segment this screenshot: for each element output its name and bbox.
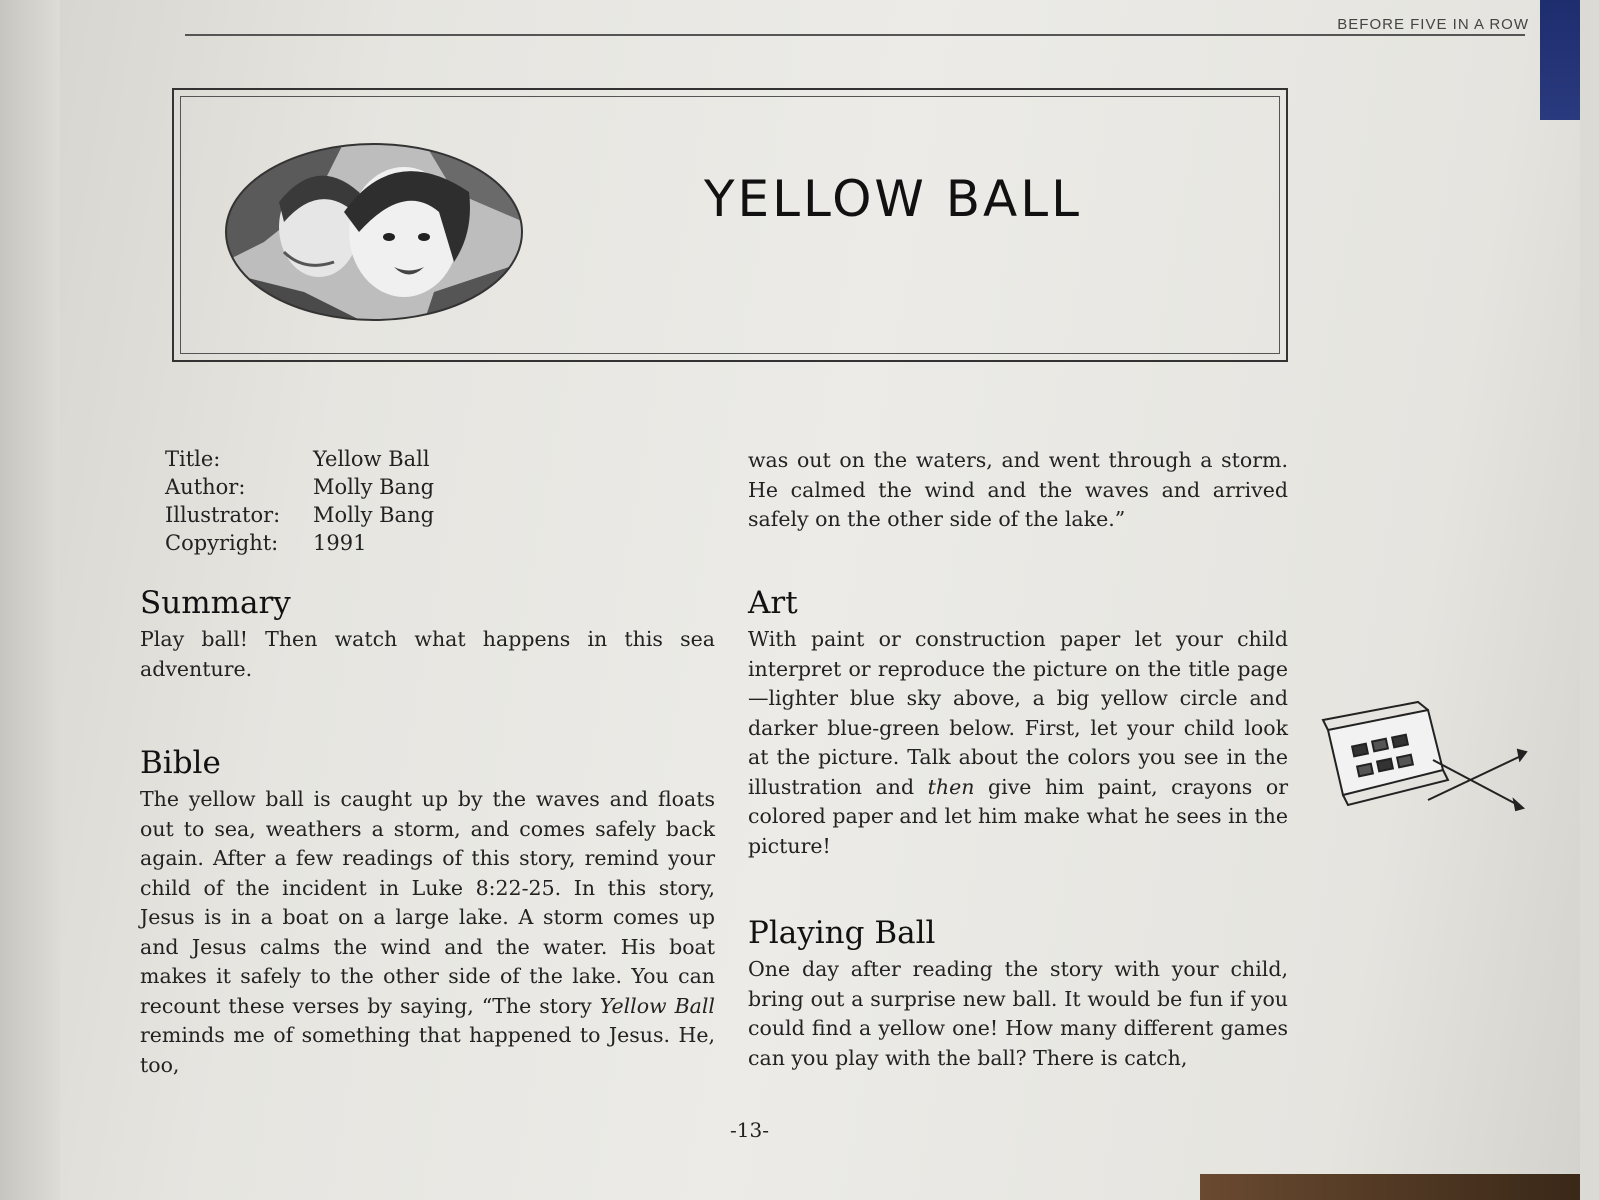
bible-text	[140, 785, 715, 1080]
playing-ball-section	[748, 915, 1288, 1073]
meta-value: Molly Bang	[313, 503, 435, 527]
meta-row-title	[165, 445, 434, 473]
playing-ball-heading: Playing Ball	[748, 915, 936, 951]
meta-value: Molly Bang	[313, 475, 435, 499]
header-rule	[185, 34, 1525, 36]
meta-value: 1991	[313, 531, 367, 555]
meta-row-author	[165, 473, 434, 501]
meta-row-illustrator	[165, 501, 434, 529]
bible-section	[140, 745, 715, 1080]
art-text-part-1: With paint or construction paper let your child interpret or reproduce the picture on the title page—lighter blue sky above, a big yellow circle and darker blue-green below. First, let your child look at the picture. Talk about the colors you see in the illustration and	[748, 627, 1288, 799]
summary-section	[140, 585, 715, 684]
bible-text-italic: Yellow Ball	[599, 993, 715, 1018]
meta-value: Yellow Ball	[313, 447, 430, 471]
paint-box-icon	[1318, 700, 1528, 820]
portrait-illustration-icon	[224, 142, 524, 322]
book-gutter	[0, 0, 60, 1200]
bible-continued-text: was out on the waters, and went through a storm. He calmed the wind and the waves and arrived safely on the other side of the lake.”	[748, 448, 1288, 531]
book-title: YELLOW BALL	[704, 170, 1082, 228]
art-text-part-2: give him paint, crayons or colored paper and let him make what he sees in the picture!	[748, 774, 1288, 858]
art-text	[748, 625, 1288, 861]
art-section	[748, 585, 1288, 861]
bible-heading: Bible	[140, 745, 221, 781]
title-box	[172, 88, 1288, 362]
meta-label: Author:	[165, 475, 246, 499]
meta-row-copyright	[165, 529, 434, 557]
meta-label: Copyright:	[165, 531, 279, 555]
bible-text-part-1: The yellow ball is caught up by the waves and floats out to sea, weathers a storm, and comes safely back again. After a few readings of this story, remind your child of the incident in Luke 8:22-25. In this story, Jesus is in a boat on a large lake. A storm comes up and Jesus calms the wind and the water. His boat makes it safely to the other side of the lake. You can recount these verses by saying, “The story	[140, 787, 715, 1018]
playing-ball-text: One day after reading the story with your child, bring out a surprise new ball. It would be fun if you could find a yellow one! How many different games can you play with the ball? There is catch,	[748, 957, 1288, 1070]
background-corner	[1540, 0, 1580, 120]
running-header: BEFORE FIVE IN A ROW	[1337, 16, 1529, 33]
book-metadata	[165, 445, 434, 557]
summary-text: Play ball! Then watch what happens in this sea adventure.	[140, 627, 715, 681]
page-number: -13-	[730, 1118, 769, 1142]
summary-heading: Summary	[140, 585, 291, 621]
meta-label: Illustrator:	[165, 503, 281, 527]
background-table-edge	[1200, 1174, 1580, 1200]
art-text-italic: then	[927, 774, 975, 799]
bible-text-part-2: reminds me of something that happened to Jesus. He, too,	[140, 1023, 715, 1077]
art-heading: Art	[748, 585, 798, 621]
meta-label: Title:	[165, 447, 221, 471]
bible-continued-section	[748, 446, 1288, 535]
